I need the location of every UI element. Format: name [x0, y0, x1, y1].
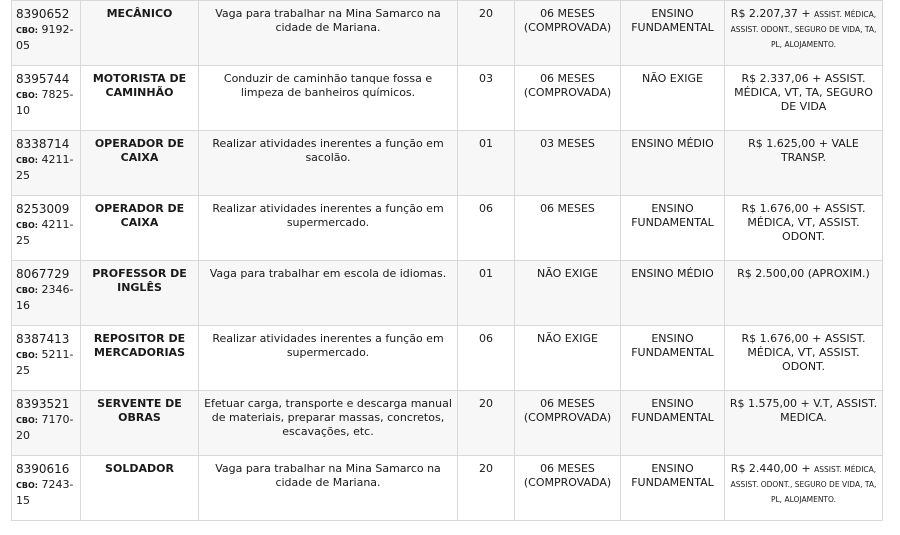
job-title-cell	[81, 196, 199, 261]
cbo-line	[16, 87, 76, 118]
job-title: SOLDADOR	[105, 462, 174, 475]
vacancy-quantity-cell	[458, 326, 515, 391]
job-description: Realizar atividades inerentes a função em supermercado.	[212, 332, 444, 359]
experience-required: 06 MESES (COMPROVADA)	[523, 7, 612, 34]
salary-main: R$ 2.337,06 + ASSIST. MÉDICA, VT, TA, SEGURO DE VIDA	[734, 72, 873, 113]
vacancy-code: 8393521	[16, 397, 70, 411]
cbo-code: 7243-15	[16, 478, 74, 507]
cbo-code: 7825-10	[16, 88, 74, 117]
table-row	[12, 196, 883, 261]
vacancy-code-cell	[12, 131, 81, 196]
job-title-cell	[81, 391, 199, 456]
cbo-label: CBO:	[16, 416, 38, 425]
vacancy-quantity: 01	[479, 267, 493, 280]
salary-main: R$ 1.676,00 + ASSIST. MÉDICA, VT, ASSIST. ODONT.	[741, 332, 866, 373]
vacancy-code: 8390616	[16, 462, 70, 476]
vacancy-quantity: 20	[479, 462, 493, 475]
education-required: ENSINO FUNDAMENTAL	[631, 332, 714, 359]
job-title: REPOSITOR DE MERCADORIAS	[93, 332, 186, 359]
table-row	[12, 261, 883, 326]
table-row	[12, 456, 883, 521]
job-description: Realizar atividades inerentes a função em supermercado.	[212, 202, 444, 229]
job-title: MOTORISTA DE CAMINHÃO	[92, 72, 187, 99]
vacancy-code: 8253009	[16, 202, 70, 216]
vacancy-code: 8390652	[16, 7, 70, 21]
job-title: OPERADOR DE CAIXA	[94, 137, 185, 164]
education-cell	[621, 1, 725, 66]
vacancy-quantity-cell	[458, 391, 515, 456]
vacancy-code: 8338714	[16, 137, 70, 151]
experience-required: NÃO EXIGE	[537, 267, 598, 280]
salary-cell	[725, 196, 883, 261]
cbo-code: 4211-25	[16, 218, 74, 247]
education-required: ENSINO FUNDAMENTAL	[631, 202, 714, 229]
salary-cell	[725, 131, 883, 196]
job-description: Vaga para trabalhar em escola de idiomas.	[209, 267, 447, 280]
job-title: PROFESSOR DE INGLÊS	[92, 267, 187, 294]
vacancy-code-cell	[12, 456, 81, 521]
experience-required: 03 MESES	[540, 137, 595, 150]
experience-required: 06 MESES (COMPROVADA)	[523, 462, 612, 489]
job-title-cell	[81, 261, 199, 326]
salary-cell	[725, 261, 883, 326]
job-description: Realizar atividades inerentes a função em sacolão.	[212, 137, 444, 164]
job-title: MECÂNICO	[106, 7, 173, 20]
job-rows	[12, 1, 883, 521]
education-required: NÃO EXIGE	[642, 72, 703, 85]
job-description: Vaga para trabalhar na Mina Samarco na cidade de Mariana.	[215, 7, 441, 34]
cbo-code: 5211-25	[16, 348, 74, 377]
education-cell	[621, 261, 725, 326]
education-required: ENSINO FUNDAMENTAL	[631, 462, 714, 489]
vacancy-code-cell	[12, 1, 81, 66]
salary-main: R$ 1.625,00 + VALE TRANSP.	[748, 137, 859, 164]
vacancy-quantity-cell	[458, 66, 515, 131]
table-row	[12, 66, 883, 131]
job-title-cell	[81, 66, 199, 131]
salary-cell	[725, 456, 883, 521]
cbo-label: CBO:	[16, 26, 38, 35]
experience-cell	[515, 131, 621, 196]
vacancy-quantity-cell	[458, 261, 515, 326]
table-row	[12, 131, 883, 196]
cbo-line	[16, 282, 76, 313]
salary-main: R$ 2.500,00 (APROXIM.)	[737, 267, 870, 280]
job-title: OPERADOR DE CAIXA	[94, 202, 185, 229]
cbo-line	[16, 412, 76, 443]
cbo-code: 4211-25	[16, 153, 74, 182]
cbo-label: CBO:	[16, 221, 38, 230]
experience-required: 06 MESES	[540, 202, 595, 215]
vacancy-quantity: 01	[479, 137, 493, 150]
vacancy-quantity-cell	[458, 196, 515, 261]
cbo-label: CBO:	[16, 286, 38, 295]
cbo-line	[16, 152, 76, 183]
education-cell	[621, 326, 725, 391]
table-row	[12, 391, 883, 456]
experience-required: 06 MESES (COMPROVADA)	[523, 72, 612, 99]
salary-benefits: ASSIST. MÉDICA, ASSIST. ODONT., SEGURO DE VIDA, TA, PL, ALOJAMENTO.	[730, 10, 877, 49]
vacancy-quantity-cell	[458, 1, 515, 66]
job-description-cell	[199, 66, 458, 131]
salary-main: R$ 1.575,00 + V.T, ASSIST. MEDICA.	[729, 397, 878, 424]
experience-required: 06 MESES (COMPROVADA)	[523, 397, 612, 424]
education-required: ENSINO FUNDAMENTAL	[631, 397, 714, 424]
education-cell	[621, 391, 725, 456]
job-description-cell	[199, 456, 458, 521]
vacancy-quantity: 06	[479, 332, 493, 345]
education-cell	[621, 131, 725, 196]
job-description-cell	[199, 261, 458, 326]
experience-cell	[515, 1, 621, 66]
cbo-code: 7170-20	[16, 413, 74, 442]
vacancy-code-cell	[12, 196, 81, 261]
experience-cell	[515, 196, 621, 261]
vacancy-quantity-cell	[458, 456, 515, 521]
cbo-label: CBO:	[16, 351, 38, 360]
table-row	[12, 1, 883, 66]
job-description: Conduzir de caminhão tanque fossa e limpeza de banheiros químicos.	[223, 72, 433, 99]
vacancy-quantity: 03	[479, 72, 493, 85]
vacancy-code-cell	[12, 391, 81, 456]
experience-cell	[515, 456, 621, 521]
job-title-cell	[81, 1, 199, 66]
experience-cell	[515, 261, 621, 326]
vacancy-code: 8067729	[16, 267, 70, 281]
education-required: ENSINO MÉDIO	[631, 267, 714, 280]
experience-required: NÃO EXIGE	[537, 332, 598, 345]
job-description-cell	[199, 391, 458, 456]
job-description: Vaga para trabalhar na Mina Samarco na cidade de Mariana.	[215, 462, 441, 489]
cbo-line	[16, 217, 76, 248]
education-cell	[621, 66, 725, 131]
experience-cell	[515, 326, 621, 391]
vacancy-code: 8395744	[16, 72, 70, 86]
salary-main: R$ 2.207,37 +	[730, 7, 811, 20]
cbo-label: CBO:	[16, 481, 38, 490]
vacancy-code: 8387413	[16, 332, 70, 346]
cbo-label: CBO:	[16, 156, 38, 165]
job-title-cell	[81, 326, 199, 391]
experience-cell	[515, 66, 621, 131]
job-description-cell	[199, 1, 458, 66]
cbo-line	[16, 347, 76, 378]
salary-cell	[725, 66, 883, 131]
vacancy-code-cell	[12, 326, 81, 391]
job-title-cell	[81, 456, 199, 521]
cbo-line	[16, 477, 76, 508]
experience-cell	[515, 391, 621, 456]
job-title-cell	[81, 131, 199, 196]
vacancy-quantity: 20	[479, 397, 493, 410]
job-description-cell	[199, 196, 458, 261]
education-required: ENSINO MÉDIO	[631, 137, 714, 150]
table-row	[12, 326, 883, 391]
cbo-line	[16, 22, 76, 53]
cbo-code: 2346-16	[16, 283, 74, 312]
job-description-cell	[199, 326, 458, 391]
cbo-label: CBO:	[16, 91, 38, 100]
salary-main: R$ 2.440,00 +	[730, 462, 811, 475]
salary-cell	[725, 391, 883, 456]
job-title: SERVENTE DE OBRAS	[97, 397, 182, 424]
vacancy-quantity: 06	[479, 202, 493, 215]
salary-benefits: ASSIST. MÉDICA, ASSIST. ODONT., SEGURO DE VIDA, TA, PL, ALOJAMENTO.	[730, 465, 877, 504]
salary-cell	[725, 326, 883, 391]
job-description: Efetuar carga, transporte e descarga manual de materiais, preparar massas, concretos, escavações, etc.	[204, 397, 452, 438]
vacancy-code-cell	[12, 261, 81, 326]
cbo-code: 9192-05	[16, 23, 74, 52]
salary-main: R$ 1.676,00 + ASSIST. MÉDICA, VT, ASSIST. ODONT.	[741, 202, 866, 243]
education-cell	[621, 196, 725, 261]
salary-cell	[725, 1, 883, 66]
education-cell	[621, 456, 725, 521]
job-description-cell	[199, 131, 458, 196]
vacancy-quantity: 20	[479, 7, 493, 20]
vacancy-code-cell	[12, 66, 81, 131]
job-vacancies-table	[11, 0, 883, 521]
vacancy-quantity-cell	[458, 131, 515, 196]
education-required: ENSINO FUNDAMENTAL	[631, 7, 714, 34]
